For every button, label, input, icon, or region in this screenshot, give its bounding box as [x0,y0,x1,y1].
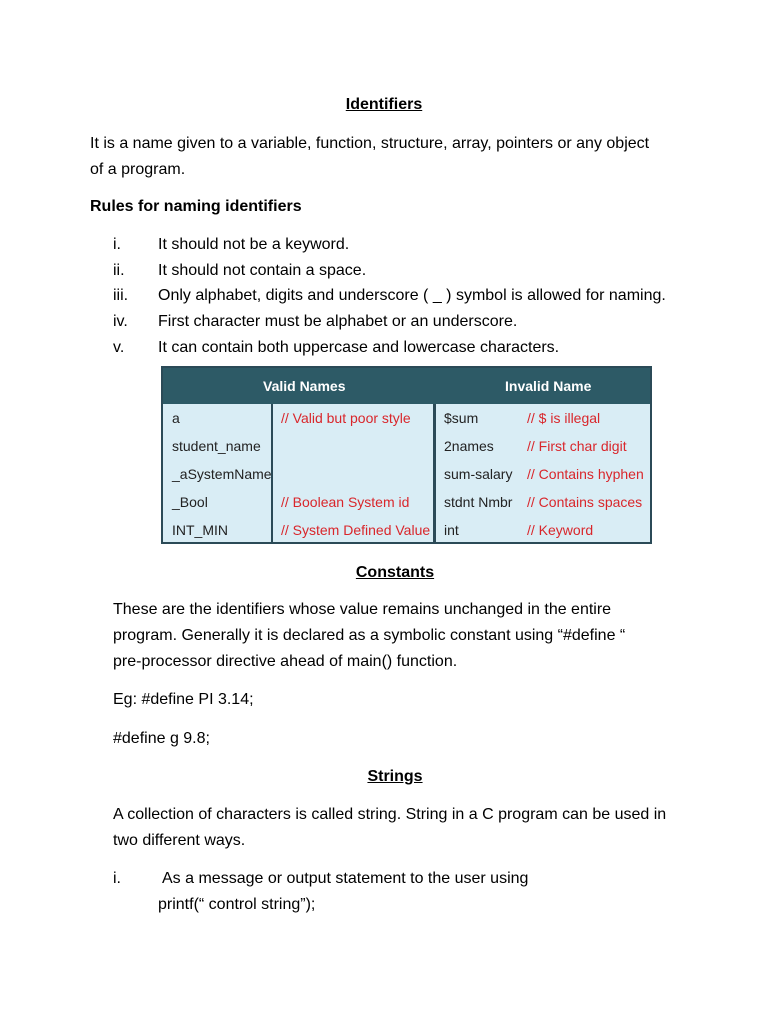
rules-heading: Rules for naming identifiers [90,198,302,215]
identifiers-definition-line1: It is a name given to a variable, function, structure, array, pointers or any object [90,135,650,152]
rule-text: It should not be a keyword. [158,236,350,253]
strings-item-line1: As a message or output statement to the user using [162,870,529,887]
rule-number: i. [113,236,121,253]
invalid-comment-cell: // First char digit [527,438,627,454]
invalid-name-cell: int [444,522,459,538]
invalid-name-cell: sum-salary [444,466,513,482]
valid-comment-cell: // Valid but poor style [281,410,411,426]
strings-item-number: i. [113,870,121,887]
strings-item-line2: printf(“ control string”); [158,896,316,913]
identifiers-heading: Identifiers [345,96,423,113]
identifier-names-table [161,366,652,544]
invalid-name-cell: stdnt Nmbr [444,494,513,510]
invalid-comment-cell: // Contains hyphen [527,466,644,482]
table-header [163,368,650,404]
constants-example-g: #define g 9.8; [113,730,210,747]
valid-name-cell: student_name [172,438,261,454]
valid-name-cell: _Bool [172,494,208,510]
rule-number: v. [113,339,125,356]
invalid-comment-cell: // Contains spaces [527,494,643,510]
rule-text: First character must be alphabet or an underscore. [158,313,518,330]
strings-heading: Strings [367,768,423,785]
rule-text: It can contain both uppercase and lowercase characters. [158,339,560,356]
rule-text: It should not contain a space. [158,262,367,279]
invalid-comment-cell: // $ is illegal [527,410,601,426]
constants-line1: These are the identifiers whose value remains unchanged in the entire [113,601,612,618]
invalid-comment-cell: // Keyword [527,522,594,538]
invalid-name-cell: 2names [444,438,494,454]
rule-text: Only alphabet, digits and underscore ( _ ) symbol is allowed for naming. [158,287,666,304]
column-divider [433,404,436,542]
valid-name-cell: a [172,410,180,426]
invalid-name-header: Invalid Name [505,378,592,394]
rule-number: ii. [113,262,125,279]
identifiers-definition-line2: of a program. [90,161,186,178]
valid-names-header: Valid Names [263,378,346,394]
constants-example-pi: Eg: #define PI 3.14; [113,691,254,708]
rule-number: iv. [113,313,128,330]
strings-line2: two different ways. [113,832,246,849]
valid-name-cell: INT_MIN [172,522,228,538]
constants-line3: pre-processor directive ahead of main() function. [113,653,458,670]
strings-line1: A collection of characters is called string. String in a C program can be used in [113,806,667,823]
constants-line2: program. Generally it is declared as a symbolic constant using “#define “ [113,627,626,644]
rule-number: iii. [113,287,129,304]
valid-comment-cell: // System Defined Value [281,522,431,538]
invalid-name-cell: $sum [444,410,479,426]
valid-name-cell: _aSystemName [172,466,272,482]
constants-heading: Constants [355,564,435,581]
valid-comment-cell: // Boolean System id [281,494,410,510]
